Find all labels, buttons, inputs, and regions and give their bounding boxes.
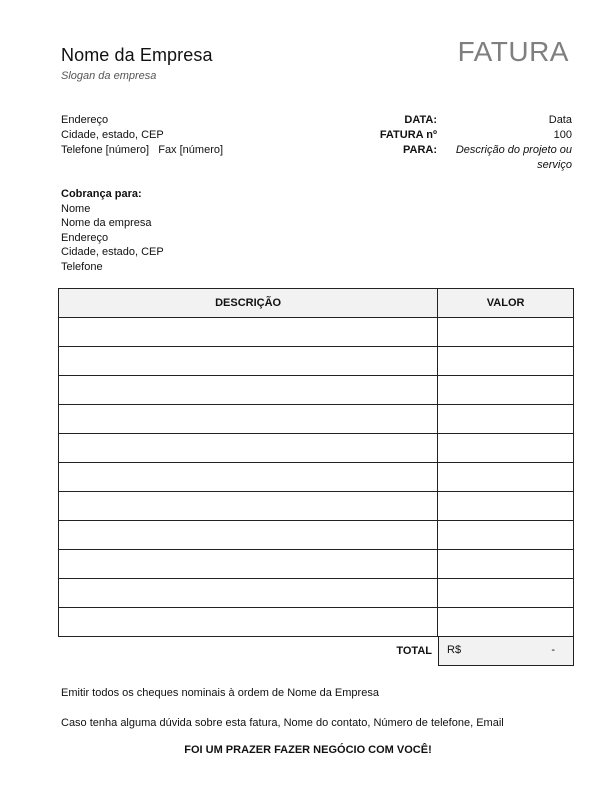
table-row <box>59 405 574 434</box>
amount-header: VALOR <box>438 289 574 318</box>
date-value: Data <box>548 114 572 126</box>
table-row <box>59 347 574 376</box>
table-row <box>59 608 574 637</box>
sender-city-state-zip: Cidade, estado, CEP <box>61 129 164 141</box>
thank-you-message: FOI UM PRAZER FAZER NEGÓCIO COM VOCÊ! <box>184 744 432 756</box>
meta-for-row-2 <box>340 158 572 173</box>
description-cell[interactable] <box>59 608 438 637</box>
company-slogan: Slogan da empresa <box>61 70 157 82</box>
description-header: DESCRIÇÃO <box>59 289 438 318</box>
date-label: DATA: <box>404 114 437 126</box>
description-cell[interactable] <box>59 521 438 550</box>
checks-note: Emitir todos os cheques nominais à ordem de Nome da Empresa <box>61 687 379 699</box>
total-label: TOTAL <box>396 645 432 657</box>
total-currency: R$ <box>447 644 462 656</box>
description-cell[interactable] <box>59 347 438 376</box>
sender-address-block <box>61 113 223 158</box>
table-row <box>59 550 574 579</box>
bill-to-phone: Telefone <box>61 260 103 273</box>
meta-invoice-number-row <box>340 128 572 143</box>
bill-to-name: Nome <box>61 202 91 215</box>
description-cell[interactable] <box>59 550 438 579</box>
amount-cell[interactable] <box>438 434 574 463</box>
for-label: PARA: <box>402 144 437 156</box>
meta-for-row <box>340 143 572 158</box>
total-row <box>58 637 574 666</box>
invoice-meta <box>340 113 572 173</box>
amount-cell[interactable] <box>438 318 574 347</box>
amount-cell[interactable] <box>438 550 574 579</box>
amount-cell[interactable] <box>438 405 574 434</box>
items-table <box>58 288 574 637</box>
meta-date-row <box>340 113 572 128</box>
table-row <box>59 376 574 405</box>
bill-to-block <box>61 187 164 274</box>
amount-cell[interactable] <box>438 347 574 376</box>
amount-cell[interactable] <box>438 608 574 637</box>
table-row <box>59 492 574 521</box>
amount-cell[interactable] <box>438 376 574 405</box>
total-value: - <box>551 644 555 656</box>
table-row <box>59 463 574 492</box>
for-value-line2: serviço <box>537 159 572 171</box>
bill-to-address: Endereço <box>61 231 109 244</box>
company-name: Nome da Empresa <box>61 45 213 65</box>
description-cell[interactable] <box>59 405 438 434</box>
invoice-number-value: 100 <box>553 129 572 141</box>
table-header-row <box>59 289 574 318</box>
sender-phone-fax: Telefone [número] Fax [número] <box>61 144 224 156</box>
table-row <box>59 521 574 550</box>
amount-cell[interactable] <box>438 521 574 550</box>
bill-to-title: Cobrança para: <box>61 188 142 200</box>
table-row <box>59 579 574 608</box>
table-row <box>59 434 574 463</box>
description-cell[interactable] <box>59 376 438 405</box>
amount-cell[interactable] <box>438 492 574 521</box>
table-row <box>59 318 574 347</box>
for-value-line1: Descrição do projeto ou <box>455 144 572 156</box>
sender-address: Endereço <box>61 114 109 126</box>
contact-note: Caso tenha alguma dúvida sobre esta fatura, Nome do contato, Número de telefone, Email <box>61 717 504 729</box>
total-value-box <box>438 637 574 666</box>
description-cell[interactable] <box>59 579 438 608</box>
bill-to-company: Nome da empresa <box>61 217 152 229</box>
invoice-title: FATURA <box>457 36 569 67</box>
description-cell[interactable] <box>59 463 438 492</box>
description-cell[interactable] <box>59 492 438 521</box>
invoice-number-label: FATURA nº <box>379 129 437 141</box>
description-cell[interactable] <box>59 318 438 347</box>
bill-to-city-state-zip: Cidade, estado, CEP <box>61 246 164 258</box>
description-cell[interactable] <box>59 434 438 463</box>
amount-cell[interactable] <box>438 463 574 492</box>
amount-cell[interactable] <box>438 579 574 608</box>
